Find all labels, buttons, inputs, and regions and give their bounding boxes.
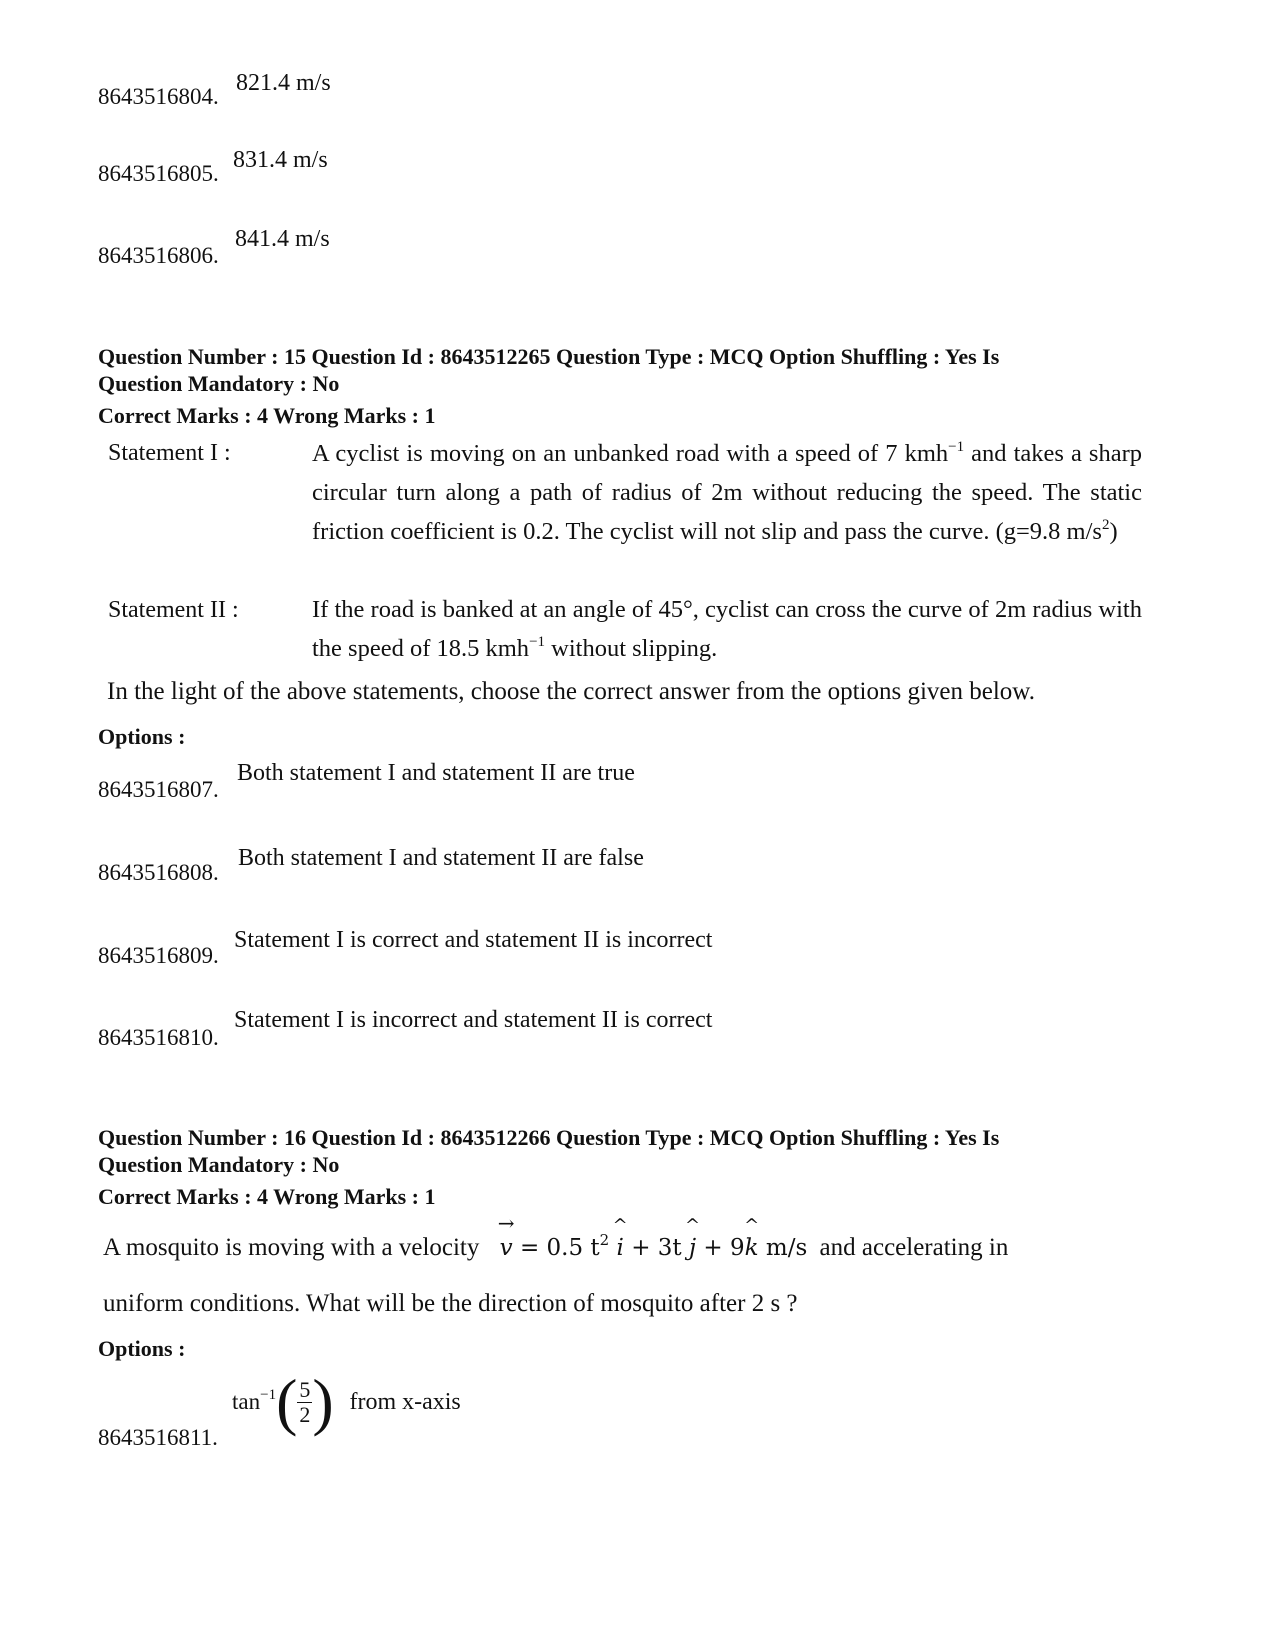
option-id: 8643516806.	[98, 243, 219, 268]
option-id: 8643516807.	[98, 777, 219, 802]
question-meta-line: Question Number : 15 Question Id : 8643512265 Question Type : MCQ Option Shuffling : Yes Is	[98, 344, 1000, 369]
option-id: 8643516810.	[98, 1025, 219, 1050]
marks-line: Correct Marks : 4 Wrong Marks : 1	[98, 1184, 436, 1209]
option-id: 8643516809.	[98, 943, 219, 968]
marks-line: Correct Marks : 4 Wrong Marks : 1	[98, 403, 436, 428]
statement-2-label: Statement II :	[108, 597, 239, 623]
option-id: 8643516804.	[98, 84, 219, 109]
question-mandatory-line: Question Mandatory : No	[98, 1152, 340, 1177]
option-id: 8643516808.	[98, 860, 219, 885]
question-header	[98, 343, 999, 397]
option-text: 841.4 m/s	[235, 226, 330, 252]
statement-1-text: A cyclist is moving on an unbanked road with a speed of 7 kmh$^{-1}$ and takes a sharp circular turn along a path of radius of 2m without reducing the speed. The static friction coefficient is 0.2. The cyclist will not slip and pass the curve. (g=9.8 $m/s^2$)	[312, 439, 1142, 545]
option-id: 8643516811.	[98, 1425, 218, 1450]
option-text: 821.4 m/s	[236, 70, 331, 96]
option-text: Both statement I and statement II are true	[237, 760, 635, 786]
option-text: 831.4 m/s	[233, 147, 328, 173]
statement-2-text: If the road is banked at an angle of 45°, cyclist can cross the curve of 2m radius with the speed of 18.5 kmh$^{-1}$ without slipping.	[312, 596, 1142, 662]
question-text-line2: uniform conditions. What will be the direction of mosquito after 2 s ?	[103, 1290, 798, 1317]
question-header	[98, 1124, 999, 1178]
options-label: Options :	[98, 724, 186, 749]
question-text: A mosquito is moving with a velocity → v = 0.5 $t^2$ ^ i + 3t ^ j + 9^ k m/s and accelerating in	[103, 1234, 1008, 1262]
velocity-equation: → v = 0.5 $t^2$ ^ i + 3t ^ j + 9^ k m/s	[500, 1235, 808, 1261]
option-id: 8643516805.	[98, 161, 219, 186]
instruction-text: In the light of the above statements, choose the correct answer from the options given below.	[107, 678, 1035, 705]
option-text: Both statement I and statement II are false	[238, 845, 644, 871]
question-mandatory-line: Question Mandatory : No	[98, 371, 340, 396]
option-text: Statement I is incorrect and statement II is correct	[234, 1007, 713, 1033]
option-text: $\tan^{-1}$( $\frac{5}{2}$ ) from x-axis	[232, 1366, 461, 1437]
options-label: Options :	[98, 1336, 186, 1361]
option-text: Statement I is correct and statement II is incorrect	[234, 927, 713, 953]
question-meta-line: Question Number : 16 Question Id : 8643512266 Question Type : MCQ Option Shuffling : Yes Is	[98, 1125, 1000, 1150]
statement-1-label: Statement I :	[108, 440, 231, 466]
